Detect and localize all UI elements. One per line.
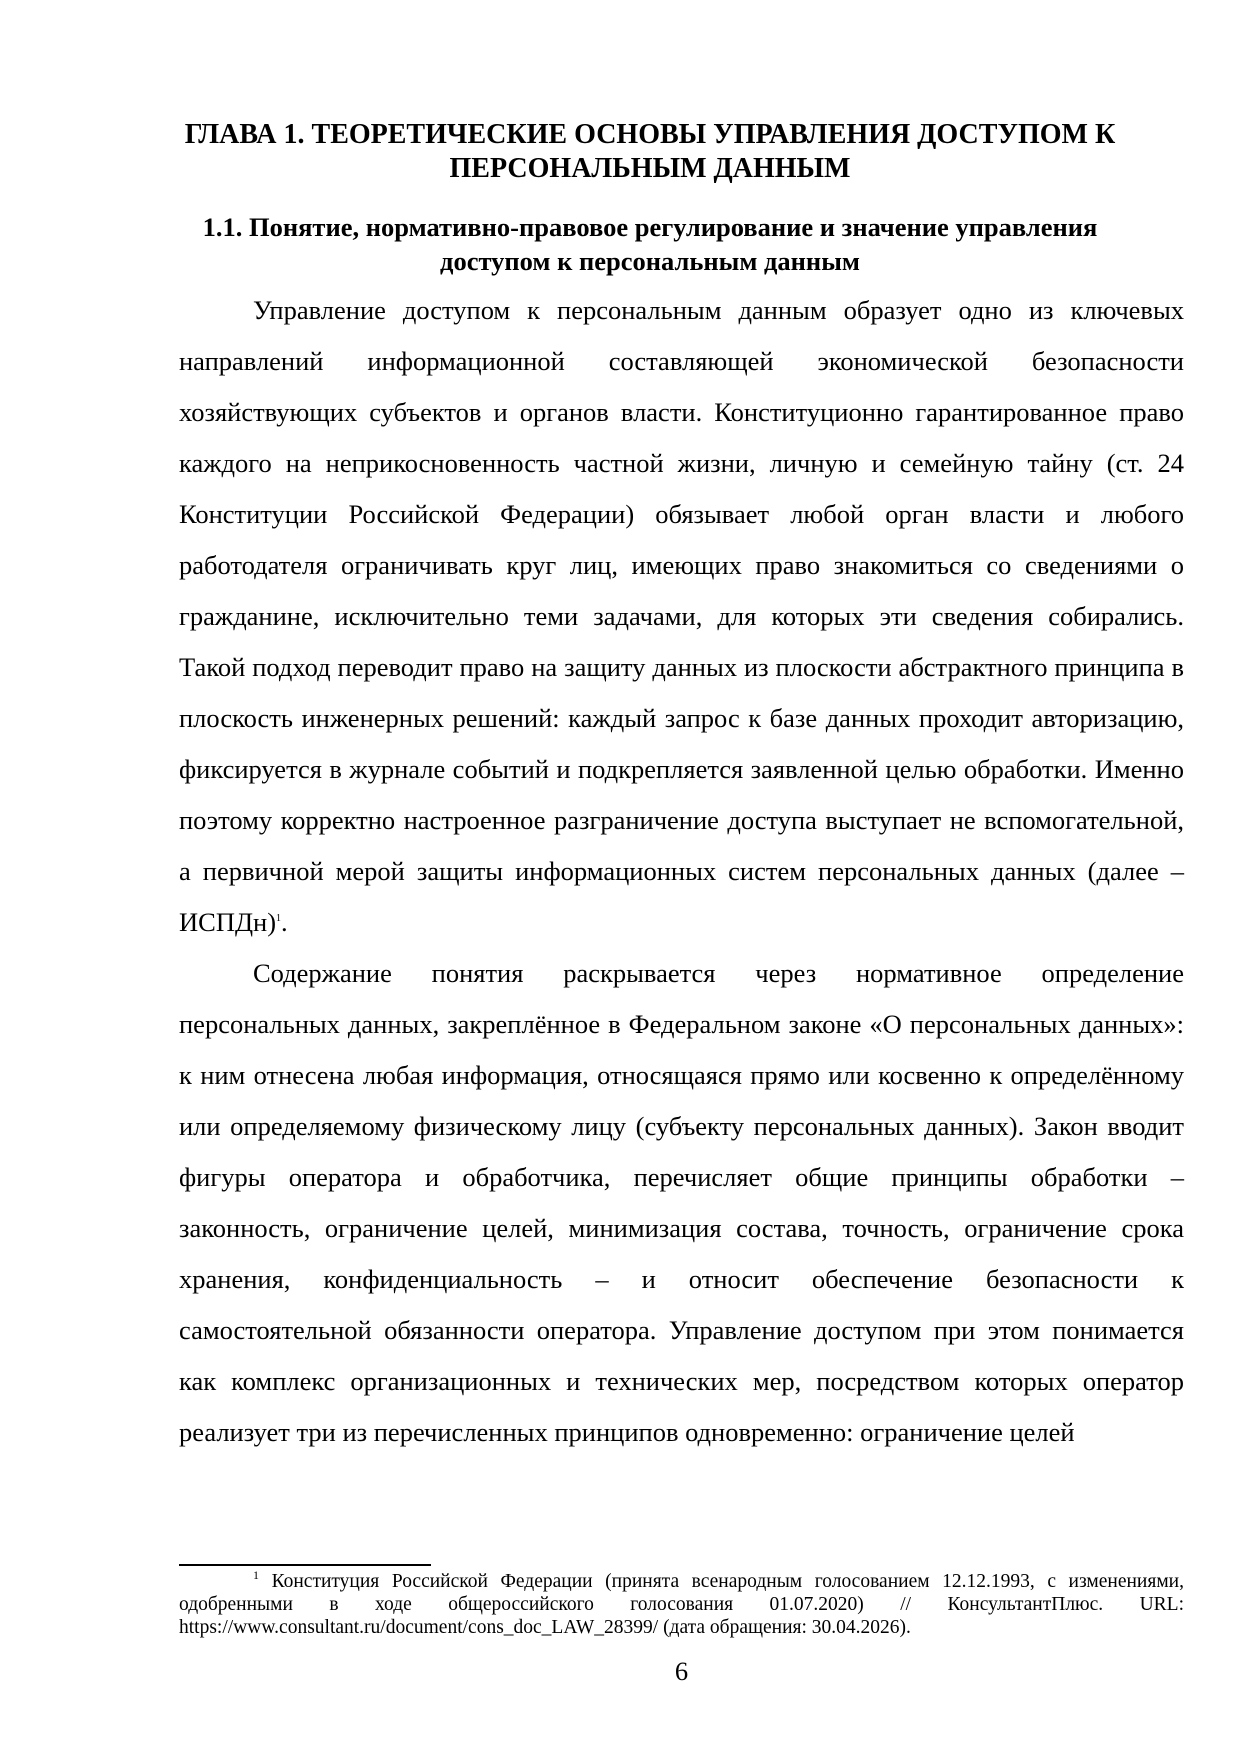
footnote-separator	[179, 1564, 431, 1566]
section-title: 1.1. Понятие, нормативно-правовое регулирование и значение управления доступом к персональным данным	[202, 212, 1098, 276]
footnote-marker: 1	[253, 1568, 259, 1582]
paragraph-1	[179, 285, 1184, 948]
body-text	[179, 285, 1184, 1458]
footnote-text: Конституция Российской Федерации (принята всенародным голосованием 12.12.1993, с изменениями, одобренными в ходе общероссийского голосования 01.07.2020) // КонсультантПлюс. URL: https://www.consultant.ru/document/cons_doc_LAW_28399/ (дата обращения: 30.04.2026).	[179, 1571, 1184, 1638]
footnote-reference[interactable]: 1	[276, 913, 282, 924]
paragraph-1-end: .	[281, 907, 288, 937]
paragraph-1-text: Управление доступом к персональным данным образует одно из ключевых направлений информационной составляющей экономической безопасности хозяйствующих субъектов и органов власти. Конституционно гарантированное право каждого на неприкосновенность частной жизни, личную и семейную тайну (ст. 24 Конституции Российской Федерации) обязывает любой орган власти и любого работодателя ограничивать круг лиц, имеющих право знакомиться со сведениями о гражданине, исключительно теми задачами, для которых эти сведения собирались. Такой подход переводит право на защиту данных из плоскости абстрактного принципа в плоскость инженерных решений: каждый запрос к базе данных проходит авторизацию, фиксируется в журнале событий и подкрепляется заявленной целью обработки. Именно поэтому корректно настроенное разграничение доступа выступает не вспомогательной, а первичной мерой защиты информационных систем персональных данных (далее – ИСПДн)	[179, 295, 1184, 937]
page-number: 6	[674, 1656, 689, 1686]
footnote	[179, 1570, 1184, 1639]
chapter-title: ГЛАВА 1. ТЕОРЕТИЧЕСКИЕ ОСНОВЫ УПРАВЛЕНИЯ ДОСТУПОМ К ПЕРСОНАЛЬНЫМ ДАННЫМ	[184, 119, 1116, 184]
paragraph-2: Содержание понятия раскрывается через нормативное определение персональных данных, закреплённое в Федеральном законе «О персональных данных»: к ним отнесена любая информация, относящаяся прямо или косвенно к определённому или определяемому физическому лицу (субъекту персональных данных). Закон вводит фигуры оператора и обработчика, перечисляет общие принципы обработки – законность, ограничение целей, минимизация состава, точность, ограничение срока хранения, конфиденциальность – и относит обеспечение безопасности к самостоятельной обязанности оператора. Управление доступом при этом понимается как комплекс организационных и технических мер, посредством которых оператор реализует три из перечисленных принципов одновременно: ограничение целей	[179, 958, 1184, 1447]
